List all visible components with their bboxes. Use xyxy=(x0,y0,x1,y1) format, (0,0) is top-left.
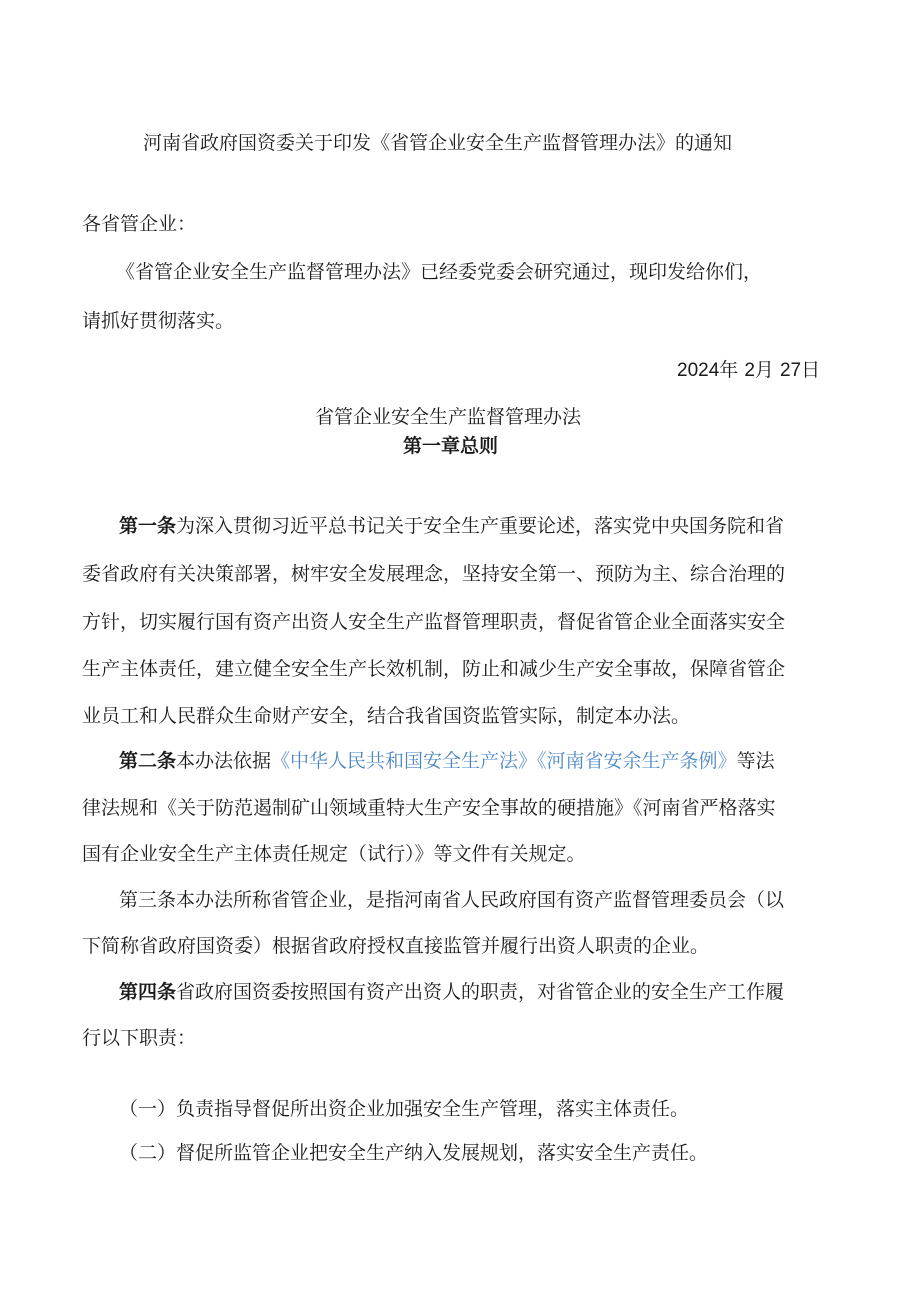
chapter-title: 第一章总则 xyxy=(403,435,499,457)
date-day-unit: 日 xyxy=(801,359,821,381)
date-month-unit: 月 xyxy=(754,359,774,381)
article-3-line-2: 下简称省政府国资委）根据省政府授权直接监管并履行出资人职责的企业。 xyxy=(82,935,710,957)
link-henan-safety-regulation[interactable]: 《河南省安余生产条例》 xyxy=(537,750,737,772)
article-1-line-1 xyxy=(119,514,784,538)
article-1-line-5: 业员工和人民群众生命财产安全，结合我省国资监管实际，制定本办法。 xyxy=(82,705,691,727)
article-2-post: 等法 xyxy=(736,750,775,772)
article-4-line-1 xyxy=(119,980,784,1004)
notice-body-line-1: 《省管企业安全生产监督管理办法》已经委党委会研究通过，现印发给你们， xyxy=(116,261,763,283)
article-2-line-3: 国有企业安全生产主体责任规定（试行）》等文件有关规定。 xyxy=(82,843,586,865)
article-1-line-2: 委省政府有关决策部署，树牢安全发展理念，坚持安全第一、预防为主、综合治理的 xyxy=(82,563,786,585)
date-month: 2 xyxy=(744,360,755,381)
article-2-pre: 本办法依据 xyxy=(176,750,272,772)
article-2-line-2: 律法规和《关于防范遏制矿山领域重特大生产安全事故的硬措施》《河南省严格落实 xyxy=(82,797,776,819)
duty-item: （二）督促所监管企业把安全生产纳入发展规划，落实安全生产责任。 xyxy=(119,1142,709,1164)
date-year-unit: 年 xyxy=(719,359,739,381)
notice-date xyxy=(677,358,820,383)
article-4-line-2: 行以下职责： xyxy=(82,1027,197,1049)
notice-title: 河南省政府国资委关于印发《省管企业安全生产监督管理办法》的通知 xyxy=(143,132,733,154)
link-work-safety-law[interactable]: 《中华人民共和国安全生产法》 xyxy=(271,750,538,772)
article-1-label: 第一条 xyxy=(119,515,177,537)
article-1-line-4: 生产主体责任，建立健全安全生产长效机制，防止和减少生产安全事故，保障省管企 xyxy=(82,658,786,680)
notice-recipient: 各省管企业： xyxy=(82,213,197,235)
article-2-label: 第二条 xyxy=(119,750,177,772)
article-2-line-1 xyxy=(119,749,775,773)
regulation-title: 省管企业安全生产监督管理办法 xyxy=(315,406,582,428)
date-day: 27 xyxy=(779,360,802,381)
article-4-text: 省政府国资委按照国有资产出资人的职责，对省管企业的安全生产工作履 xyxy=(176,981,785,1003)
article-4-label: 第四条 xyxy=(119,981,177,1003)
notice-body-line-2: 请抓好贯彻落实。 xyxy=(82,310,235,332)
article-1-line-3: 方针，切实履行国有资产出资人安全生产监督管理职责，督促省管企业全面落实安全 xyxy=(82,611,786,633)
article-3-line-1: 第三条本办法所称省管企业，是指河南省人民政府国有资产监督管理委员会（以 xyxy=(119,889,785,911)
date-year: 2024 xyxy=(677,360,720,381)
duty-item: （一）负责指导督促所出资企业加强安全生产管理，落实主体责任。 xyxy=(119,1098,690,1120)
article-1-text: 为深入贯彻习近平总书记关于安全生产重要论述，落实党中央国务院和省 xyxy=(176,515,785,537)
